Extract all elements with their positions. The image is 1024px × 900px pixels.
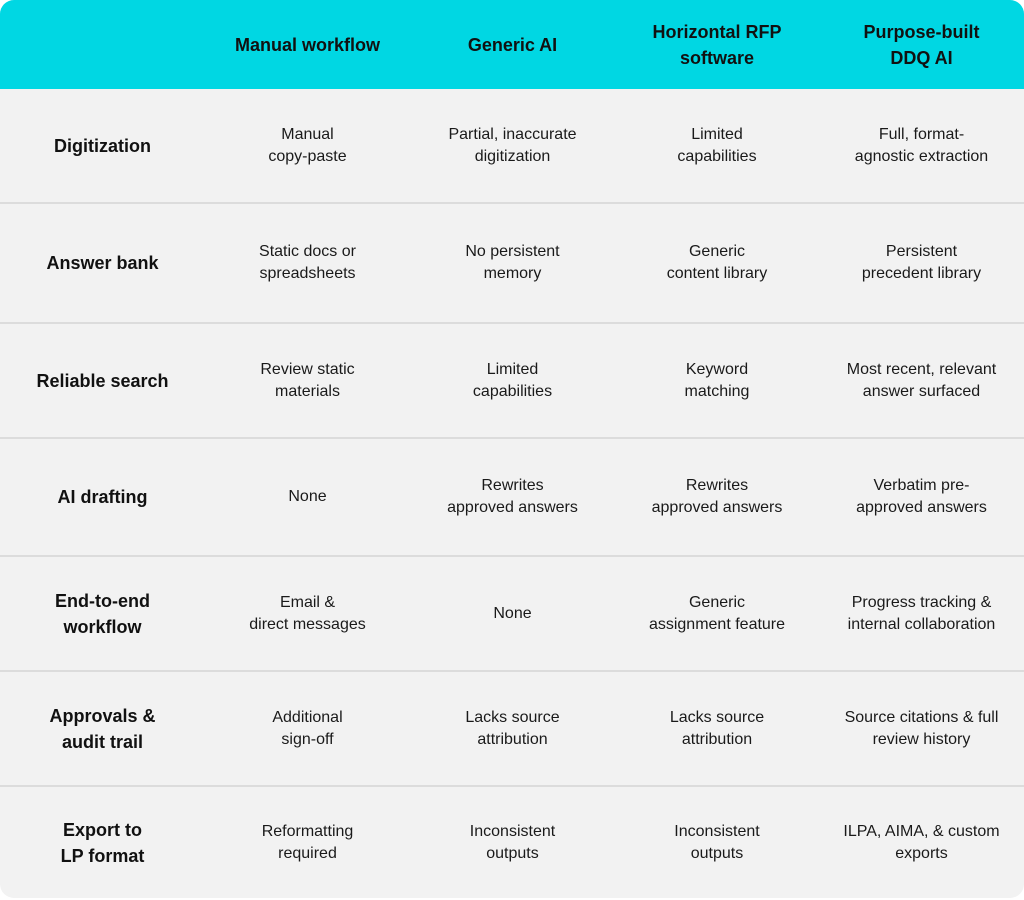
table-cell: Limited capabilities bbox=[472, 360, 553, 400]
table-row bbox=[0, 439, 1024, 557]
table-cell: Manual copy-paste bbox=[268, 125, 347, 165]
header-purpose-built-ddq-ai: Purpose-built DDQ AI bbox=[863, 21, 980, 68]
row-feature-label: AI drafting bbox=[57, 487, 148, 507]
table-cell: Full, format- agnostic extraction bbox=[854, 125, 989, 165]
table-row bbox=[0, 324, 1024, 439]
header-horizontal-rfp-software: Horizontal RFP software bbox=[652, 21, 782, 68]
table-cell: None bbox=[288, 488, 327, 505]
table-row bbox=[0, 204, 1024, 324]
header-corner-cell bbox=[0, 0, 205, 89]
table-cell: Generic assignment feature bbox=[648, 593, 786, 633]
table-cell: Review static materials bbox=[260, 360, 355, 400]
table-cell: Source citations & full review history bbox=[844, 708, 999, 748]
table-header bbox=[0, 0, 1024, 89]
table-cell: Inconsistent outputs bbox=[469, 822, 556, 862]
table-row bbox=[0, 89, 1024, 204]
table-cell: Limited capabilities bbox=[677, 125, 757, 165]
table-cell: Generic content library bbox=[666, 243, 768, 282]
row-feature-label: End-to-end workflow bbox=[55, 590, 150, 637]
header-manual-workflow: Manual workflow bbox=[234, 34, 380, 55]
table-row bbox=[0, 557, 1024, 672]
table-cell: Inconsistent outputs bbox=[674, 822, 760, 862]
table-row bbox=[0, 787, 1024, 898]
row-feature-label: Digitization bbox=[54, 135, 151, 156]
table-cell: Most recent, relevant answer surfaced bbox=[846, 360, 997, 400]
table-cell: Static docs or spreadsheets bbox=[259, 243, 356, 282]
table-cell: Keyword matching bbox=[684, 360, 750, 400]
table-cell: Rewrites approved answers bbox=[447, 477, 578, 516]
table-cell: Lacks source attribution bbox=[465, 708, 560, 748]
table-cell: Progress tracking & internal collaboration bbox=[847, 593, 996, 633]
table-row bbox=[0, 672, 1024, 787]
table-cell: Email & direct messages bbox=[249, 593, 366, 633]
table-cell: None bbox=[493, 604, 532, 622]
table-cell: Rewrites approved answers bbox=[651, 477, 783, 516]
table-cell: Verbatim pre- approved answers bbox=[856, 477, 987, 516]
row-feature-label: Approvals & audit trail bbox=[49, 705, 156, 752]
row-feature-label: Reliable search bbox=[36, 370, 169, 391]
header-generic-ai: Generic AI bbox=[467, 34, 558, 55]
table-cell: No persistent memory bbox=[465, 243, 560, 282]
table-cell: Additional sign-off bbox=[272, 708, 343, 748]
table-cell: ILPA, AIMA, & custom exports bbox=[843, 822, 1000, 862]
table-cell: Partial, inaccurate digitization bbox=[448, 125, 577, 165]
table-cell: Lacks source attribution bbox=[669, 708, 765, 748]
row-feature-label: Answer bank bbox=[46, 253, 159, 273]
table-cell: Persistent precedent library bbox=[861, 243, 982, 282]
row-feature-label: Export to LP format bbox=[60, 819, 145, 866]
table-cell: Reformatting required bbox=[261, 822, 354, 862]
